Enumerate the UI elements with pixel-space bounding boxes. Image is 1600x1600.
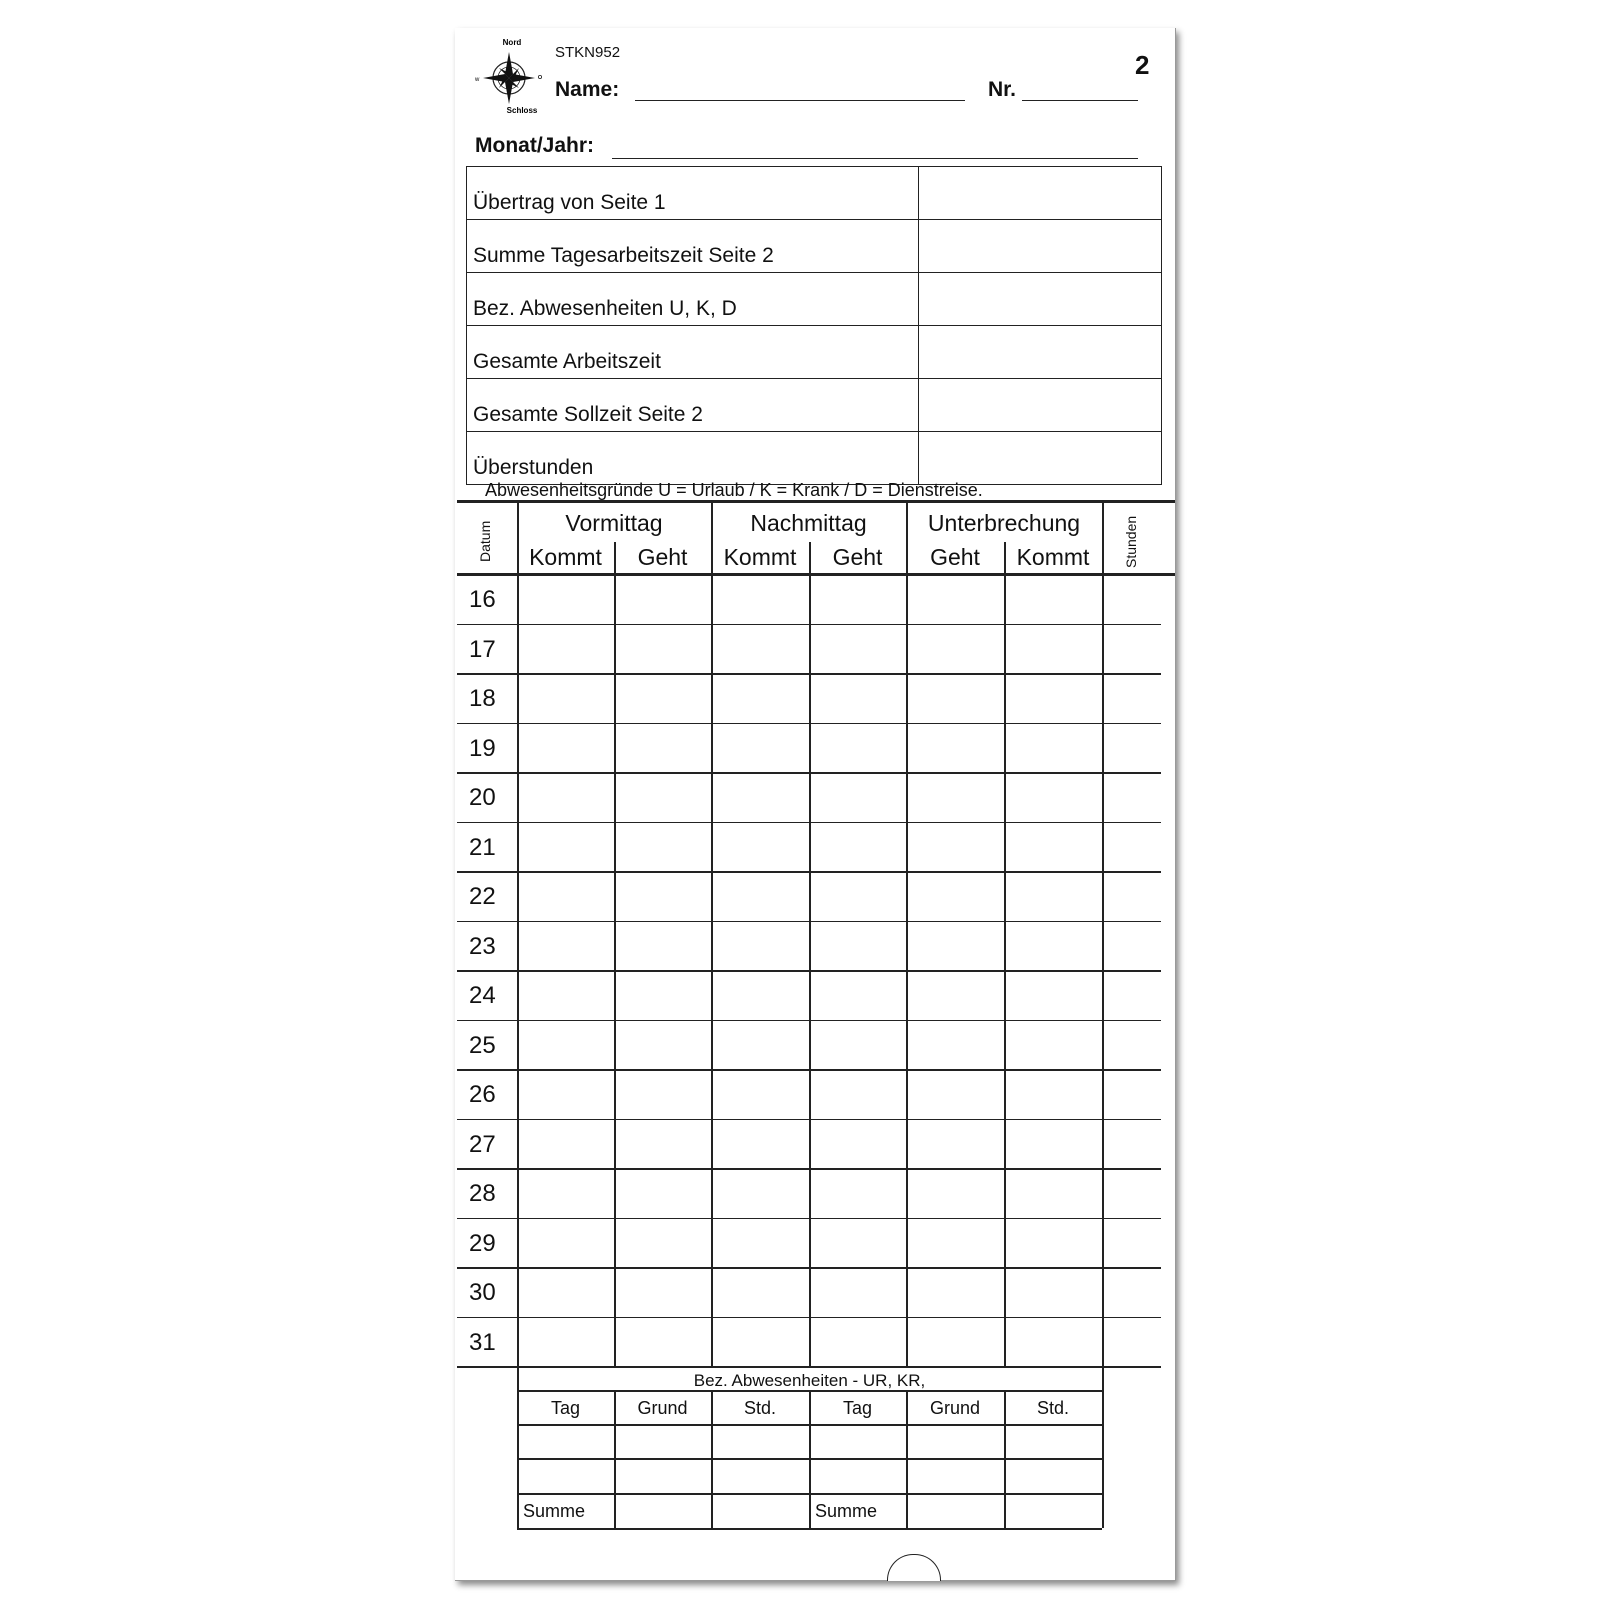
summary-row-value[interactable] <box>919 326 1162 379</box>
absences-row-rule <box>517 1458 1102 1460</box>
absences-right-border <box>1102 1368 1104 1528</box>
day-number: 20 <box>469 784 496 811</box>
absences-col-header: Std. <box>743 1398 777 1418</box>
absences-col-header: Tag <box>550 1398 581 1418</box>
summary-row-label: Übertrag von Seite 1 <box>467 167 919 220</box>
time-card <box>455 28 1176 1581</box>
column-divider <box>517 500 519 1366</box>
row-divider <box>457 1069 1161 1071</box>
absences-col-header: Tag <box>842 1398 873 1418</box>
sub-header: Kommt <box>1016 544 1090 570</box>
page-number: 2 <box>1135 50 1150 80</box>
row-divider <box>457 970 1161 972</box>
sub-header: Kommt <box>529 544 602 570</box>
day-number: 25 <box>469 1031 496 1059</box>
day-number: 30 <box>469 1279 496 1306</box>
row-divider <box>457 673 1161 675</box>
summary-row <box>467 220 1162 273</box>
column-divider <box>906 500 908 1366</box>
day-number: 21 <box>469 833 496 861</box>
sub-header: Geht <box>832 544 883 570</box>
sub-header: Geht <box>930 544 980 570</box>
row-divider <box>457 723 1161 725</box>
summary-row <box>467 326 1162 379</box>
row-divider <box>457 772 1161 774</box>
day-number: 16 <box>469 586 496 613</box>
day-number: 19 <box>469 734 496 762</box>
row-divider <box>457 1366 1161 1368</box>
column-divider <box>809 542 811 1366</box>
absences-col-header: Grund <box>637 1398 688 1418</box>
summary-row-value[interactable] <box>919 167 1162 220</box>
day-number: 17 <box>469 635 496 663</box>
name-label: Name: <box>555 78 620 101</box>
absences-sum-label: Summe <box>815 1501 878 1521</box>
day-number: 24 <box>469 982 496 1009</box>
group-header: Nachmittag <box>750 510 867 536</box>
sub-header: Geht <box>637 544 688 570</box>
group-header: Unterbrechung <box>927 510 1081 536</box>
summary-row-value[interactable] <box>919 379 1162 432</box>
row-divider <box>457 624 1161 626</box>
row-divider <box>457 1168 1161 1170</box>
nr-label: Nr. <box>988 78 1017 101</box>
absences-sum-label: Summe <box>523 1501 586 1521</box>
summary-row <box>467 167 1162 220</box>
column-divider <box>711 500 713 1366</box>
row-divider <box>457 1119 1161 1121</box>
svg-text:w: w <box>475 77 480 83</box>
sub-header: Kommt <box>723 544 797 570</box>
day-number: 29 <box>469 1229 496 1257</box>
summary-table <box>466 166 1162 485</box>
day-number: 31 <box>469 1328 496 1356</box>
summary-row-label: Überstunden <box>467 432 919 485</box>
nr-field[interactable] <box>1022 100 1138 101</box>
summary-row <box>467 273 1162 326</box>
group-header: Vormittag <box>565 510 663 536</box>
card-notch <box>887 1554 941 1581</box>
absences-col-header: Std. <box>1036 1398 1070 1418</box>
header-bottom-rule <box>457 573 1175 576</box>
month-year-label: Monat/Jahr: <box>475 134 595 157</box>
summary-row-label: Bez. Abwesenheiten U, K, D <box>467 273 919 326</box>
absences-title: Bez. Abwesenheiten - UR, KR, <box>693 1371 926 1390</box>
form-code: STKN952 <box>555 44 621 61</box>
compass-logo <box>467 36 545 114</box>
name-field[interactable] <box>635 100 965 101</box>
summary-row <box>467 432 1162 485</box>
row-divider <box>457 871 1161 873</box>
day-number: 27 <box>469 1130 496 1158</box>
summary-row-value[interactable] <box>919 220 1162 273</box>
logo-bottom-text: Schloss <box>506 106 538 114</box>
summary-row-value[interactable] <box>919 432 1162 485</box>
absences-row-rule <box>517 1493 1102 1495</box>
logo-top-text: Nord <box>502 38 522 47</box>
day-number: 23 <box>469 932 496 960</box>
absences-row-rule <box>517 1424 1102 1426</box>
date-header: Datum <box>477 520 493 562</box>
day-number: 26 <box>469 1081 496 1108</box>
header-top-rule <box>457 500 1175 503</box>
row-divider <box>457 1020 1161 1022</box>
absences-col-header: Grund <box>929 1398 981 1418</box>
summary-row-label: Gesamte Sollzeit Seite 2 <box>467 379 919 432</box>
column-divider <box>1102 500 1104 1366</box>
month-year-field[interactable] <box>612 158 1138 159</box>
row-divider <box>457 921 1161 923</box>
row-divider <box>457 822 1161 824</box>
summary-row-label: Summe Tagesarbeitszeit Seite 2 <box>467 220 919 273</box>
absence-reasons-note: Abwesenheitsgründe U = Urlaub / K = Krank / D = Dienstreise. <box>485 480 983 500</box>
summary-row-value[interactable] <box>919 273 1162 326</box>
column-divider <box>1004 542 1006 1366</box>
summary-row-label: Gesamte Arbeitszeit <box>467 326 919 379</box>
column-divider <box>614 542 616 1366</box>
absences-col-divider <box>517 1368 519 1528</box>
hours-header: Stunden <box>1123 515 1139 568</box>
row-divider <box>457 1267 1161 1269</box>
day-number: 18 <box>469 685 496 712</box>
summary-row <box>467 379 1162 432</box>
row-divider <box>457 1317 1161 1319</box>
day-number: 28 <box>469 1180 496 1207</box>
day-number: 22 <box>469 883 496 910</box>
absences-row-rule <box>517 1528 1102 1530</box>
row-divider <box>457 1218 1161 1220</box>
